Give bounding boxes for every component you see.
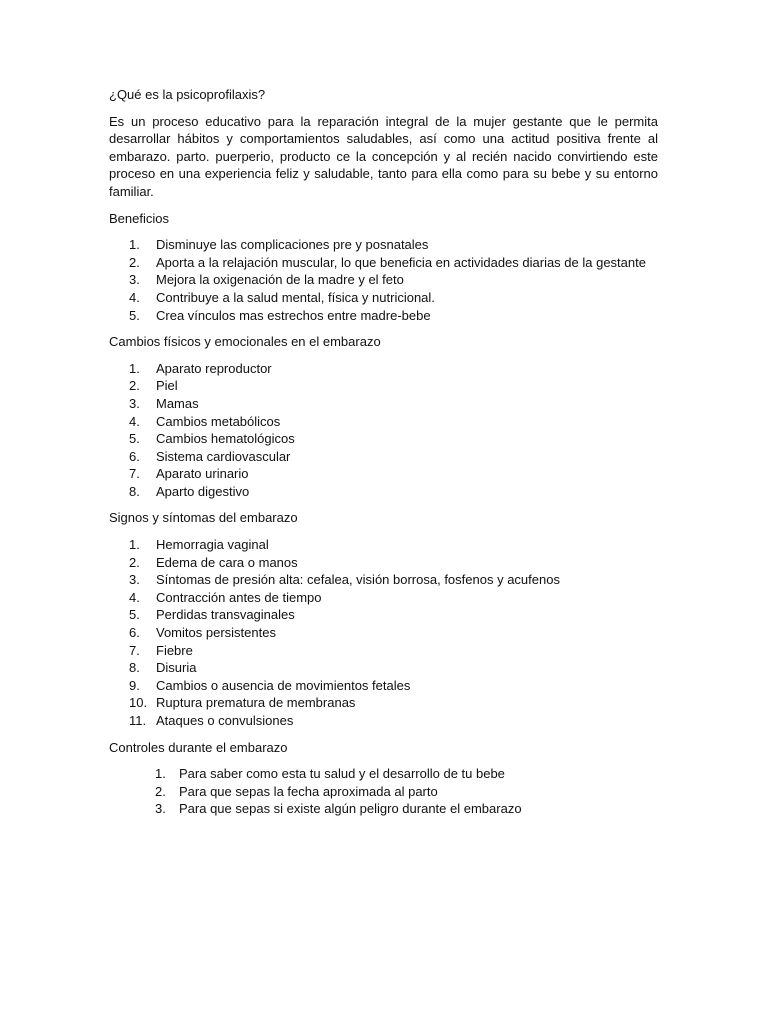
list-item-number: 3. <box>155 801 166 817</box>
list-signos <box>109 536 658 730</box>
list-item-text: Disminuye las complicaciones pre y posnatales <box>156 237 429 253</box>
list-item <box>109 377 658 395</box>
list-item-number: 3. <box>129 272 140 288</box>
list-item <box>109 307 658 325</box>
section-heading-cambios: Cambios físicos y emocionales en el embarazo <box>109 334 381 350</box>
list-item-text: Cambios o ausencia de movimientos fetales <box>156 677 411 693</box>
list-item <box>109 536 658 554</box>
list-item-text: Sistema cardiovascular <box>156 448 291 464</box>
list-item-number: 4. <box>129 289 140 305</box>
list-item <box>109 677 658 695</box>
list-item-text: Mejora la oxigenación de la madre y el feto <box>156 272 404 288</box>
list-item <box>109 571 658 589</box>
list-item-number: 6. <box>129 448 140 464</box>
list-item <box>109 465 658 483</box>
list-item <box>109 694 658 712</box>
list-item <box>109 624 658 642</box>
list-item-number: 8. <box>129 483 140 499</box>
list-item-number: 2. <box>155 783 166 799</box>
list-item <box>109 712 658 730</box>
list-item-text: Para saber como esta tu salud y el desarrollo de tu bebe <box>179 766 505 782</box>
list-item-text: Piel <box>156 378 178 394</box>
list-item-text: Contribuye a la salud mental, física y nutricional. <box>156 289 435 305</box>
list-item <box>109 642 658 660</box>
list-item-number: 1. <box>129 537 140 553</box>
document-page <box>109 86 658 827</box>
intro-paragraph: Es un proceso educativo para la reparación integral de la mujer gestante que le permita desarrollar hábitos y comportamientos saludables, así como una actitud positiva frente al embarazo. parto. puerperio, producto ce la concepción y al recién nacido convirtiendo este proceso en una experiencia feliz y saludable, tanto para ella como para su bebe y su entorno familiar. <box>109 113 658 199</box>
list-item-number: 2. <box>129 554 140 570</box>
list-item-number: 3. <box>129 572 140 588</box>
list-item-number: 9. <box>129 677 140 693</box>
list-item <box>109 289 658 307</box>
list-item-number: 11. <box>129 713 147 728</box>
list-item-number: 2. <box>129 254 140 270</box>
list-item <box>109 800 658 818</box>
list-item-number: 3. <box>129 395 140 411</box>
list-item-text: Aparato urinario <box>156 466 249 482</box>
list-cambios <box>109 360 658 501</box>
list-item-number: 5. <box>129 307 140 323</box>
list-item <box>109 413 658 431</box>
list-item <box>109 236 658 254</box>
list-item <box>109 659 658 677</box>
list-item-text: Cambios metabólicos <box>156 413 281 429</box>
list-item-number: 8. <box>129 660 140 676</box>
list-item-text: Síntomas de presión alta: cefalea, visión borrosa, fosfenos y acufenos <box>156 572 560 588</box>
list-beneficios <box>109 236 658 324</box>
list-item-number: 1. <box>155 766 166 782</box>
list-item-number: 2. <box>129 378 140 394</box>
list-item-number: 5. <box>129 607 140 623</box>
list-item <box>109 271 658 289</box>
section-heading-signos: Signos y síntomas del embarazo <box>109 510 298 526</box>
list-item-text: Fiebre <box>156 642 193 658</box>
list-item <box>109 483 658 501</box>
list-item <box>109 254 658 272</box>
list-item-number: 10. <box>129 695 148 711</box>
list-item <box>109 360 658 378</box>
list-item-number: 6. <box>129 625 140 641</box>
list-item-number: 7. <box>129 642 140 658</box>
list-item-text: Crea vínculos mas estrechos entre madre-bebe <box>156 307 431 323</box>
list-item-number: 7. <box>129 466 140 482</box>
list-item-text: Aparato reproductor <box>156 360 272 376</box>
page-title: ¿Qué es la psicoprofilaxis? <box>109 87 266 102</box>
section-heading-beneficios: Beneficios <box>109 210 169 226</box>
list-item-text: Cambios hematológicos <box>156 431 295 447</box>
list-controles <box>109 765 658 818</box>
list-item <box>109 430 658 448</box>
list-item-number: 5. <box>129 431 140 447</box>
list-item-number: 4. <box>129 413 140 429</box>
list-item-text: Para que sepas si existe algún peligro durante el embarazo <box>179 801 522 817</box>
list-item-text: Aparto digestivo <box>156 483 250 499</box>
list-item <box>109 606 658 624</box>
list-item-text: Vomitos persistentes <box>156 625 276 641</box>
list-item <box>109 395 658 413</box>
list-item-text: Hemorragia vaginal <box>156 537 269 553</box>
list-item-text: Para que sepas la fecha aproximada al parto <box>179 783 438 799</box>
list-item-text: Ataques o convulsiones <box>156 713 294 728</box>
list-item-number: 4. <box>129 589 140 605</box>
list-item-text: Edema de cara o manos <box>156 554 298 570</box>
list-item <box>109 765 658 783</box>
list-item-text: Perdidas transvaginales <box>156 607 295 623</box>
list-item <box>109 783 658 801</box>
list-item-text: Aporta a la relajación muscular, lo que beneficia en actividades diarias de la gestante <box>156 254 646 270</box>
list-item-text: Contracción antes de tiempo <box>156 589 322 605</box>
list-item-text: Mamas <box>156 395 199 411</box>
list-item <box>109 448 658 466</box>
list-item-text: Disuria <box>156 660 197 676</box>
list-item-number: 1. <box>129 360 140 376</box>
list-item <box>109 589 658 607</box>
list-item-number: 1. <box>129 237 140 253</box>
section-heading-controles: Controles durante el embarazo <box>109 739 288 755</box>
list-item-text: Ruptura prematura de membranas <box>156 695 356 711</box>
list-item <box>109 554 658 572</box>
